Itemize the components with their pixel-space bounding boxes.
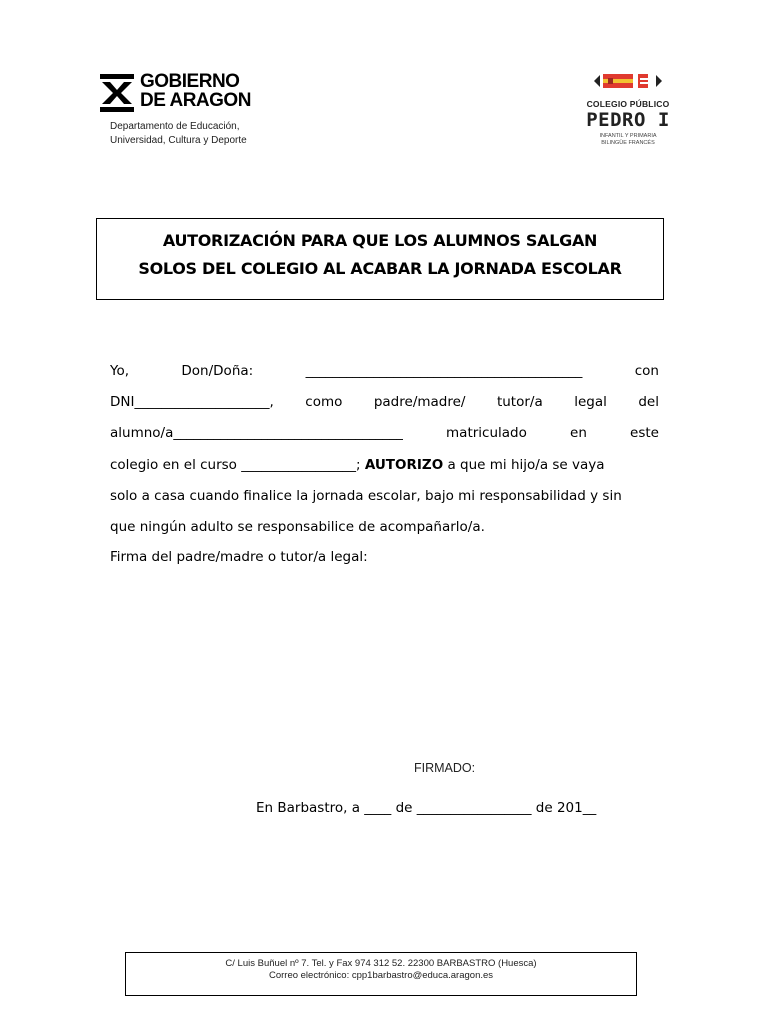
- school-flag-icon: [594, 72, 662, 90]
- school-subtitle-line2: BILINGÜE FRANCÉS: [601, 140, 655, 146]
- gobierno-line1: GOBIERNO: [140, 71, 240, 92]
- body-word: como: [305, 394, 343, 410]
- title-line1: AUTORIZACIÓN PARA QUE LOS ALUMNOS SALGAN: [162, 231, 598, 250]
- aragon-x-mark-icon: [100, 74, 134, 112]
- body-line-4: [110, 455, 659, 475]
- body-word: con: [634, 363, 659, 379]
- department-line2: Universidad, Cultura y Deporte: [110, 135, 247, 146]
- name-blank: _________________________________________: [305, 363, 583, 379]
- body-line-5: solo a casa cuando finalice la jornada escolar, bajo mi responsabilidad y sin: [110, 488, 622, 504]
- body-word: padre/madre/: [373, 394, 466, 410]
- gobierno-wordmark: [140, 72, 251, 110]
- school-name: PEDRO I: [586, 109, 670, 131]
- body-word: legal: [574, 394, 607, 410]
- body-word: Yo,: [110, 363, 130, 379]
- body-line-2: [110, 392, 659, 412]
- body-word: en: [570, 425, 587, 441]
- body-word: Don/Doña:: [181, 363, 254, 379]
- gobierno-line2: DE ARAGON: [140, 90, 251, 111]
- signature-prompt: Firma del padre/madre o tutor/a legal:: [110, 549, 368, 565]
- body-word: tutor/a: [496, 394, 543, 410]
- footer-email: Correo electrónico: cpp1barbastro@educa.aragon.es: [268, 970, 494, 981]
- body-text: a que mi hijo/a se vaya: [443, 457, 605, 473]
- date-place-line: En Barbastro, a ____ de _________________ de 201__: [256, 800, 597, 816]
- document-title-box: [96, 218, 664, 300]
- footer-address: C/ Luis Buñuel nº 7. Tel. y Fax 974 312 52. 22300 BARBASTRO (Huesca): [225, 958, 537, 969]
- school-logo: [578, 68, 678, 154]
- school-type: COLEGIO PÚBLICO: [586, 99, 670, 109]
- firmado-label: FIRMADO:: [414, 761, 476, 775]
- course-blank-text: colegio en el curso _________________;: [110, 457, 365, 473]
- title-line2: SOLOS DEL COLEGIO AL ACABAR LA JORNADA ESCOLAR: [138, 259, 622, 278]
- school-subtitle-line1: INFANTIL Y PRIMARIA: [599, 133, 657, 139]
- autorizo-keyword: AUTORIZO: [364, 457, 444, 473]
- footer-address-box: [125, 952, 637, 996]
- gobierno-aragon-logo: [100, 72, 275, 116]
- department-name: [110, 120, 247, 148]
- body-word: matriculado: [446, 425, 527, 441]
- body-line-1: [110, 361, 659, 381]
- body-line-6: que ningún adulto se responsabilice de acompañarlo/a.: [110, 519, 485, 535]
- dni-blank: DNI____________________,: [110, 394, 274, 410]
- student-blank: alumno/a__________________________________: [110, 425, 403, 441]
- body-word: este: [630, 425, 659, 441]
- department-line1: Departamento de Educación,: [110, 121, 240, 132]
- school-subtitle: [578, 133, 678, 147]
- body-word: del: [638, 394, 659, 410]
- body-line-3: [110, 423, 659, 443]
